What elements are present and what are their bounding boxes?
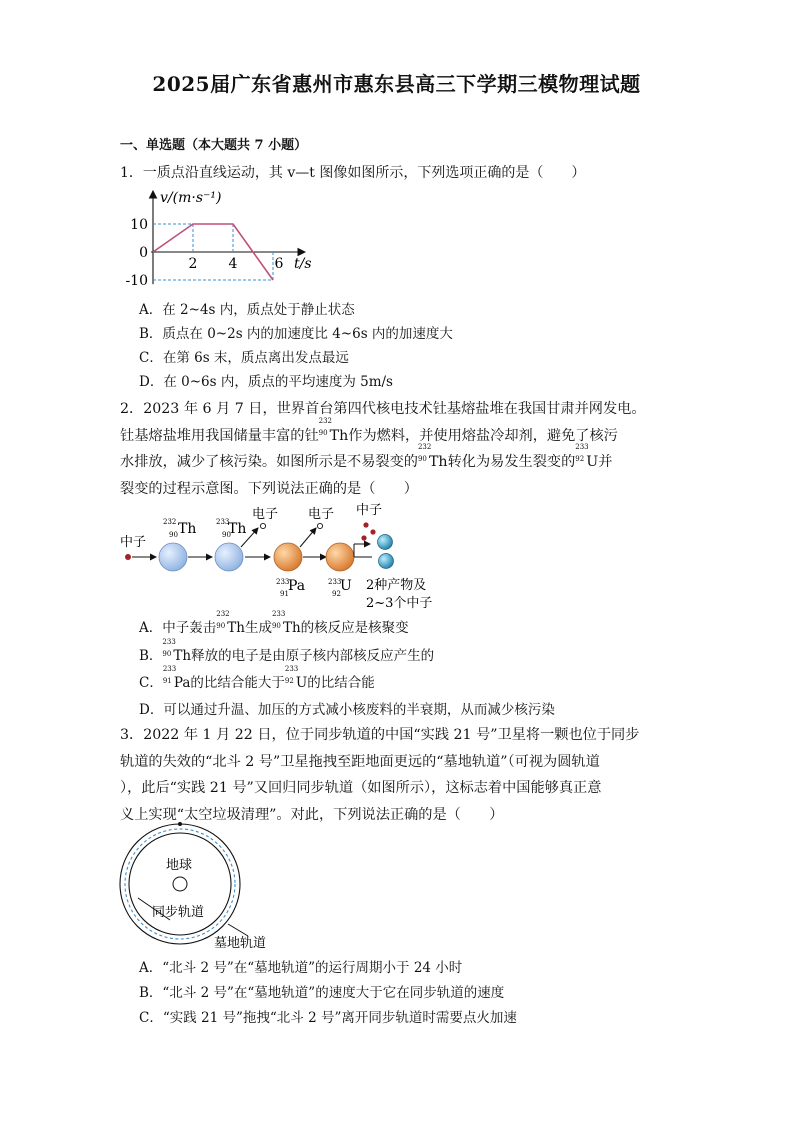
emitted-neutron <box>363 522 368 527</box>
x-tick-label: 2 <box>188 256 198 272</box>
svg-text:92: 92 <box>332 590 341 598</box>
electron-1 <box>260 523 265 528</box>
products-label-2: 2~3个中子 <box>366 596 433 611</box>
q1-option-a: A．在 2~4s 内，质点处于静止状态 <box>139 302 355 318</box>
orbit-diagram <box>118 820 288 955</box>
q1-option-c: C．在第 6s 末，质点离出发点最远 <box>139 350 349 366</box>
q1-option-d: D．在 0~6s 内，质点的平均速度为 5m/s <box>139 374 393 390</box>
nuclide-u233: 233 92 U <box>575 443 599 470</box>
electron-2 <box>317 523 322 528</box>
q3-option-c: C．“实践 21 号”拖拽“北斗 2 号”离开同步轨道时需要点火加速 <box>139 1010 517 1026</box>
nuclide-th232: 232 90 Th <box>216 610 245 636</box>
th232-label <box>163 518 196 539</box>
electron-label-1: 电子 <box>252 507 279 522</box>
grave-orbit-label: 墓地轨道 <box>214 936 267 951</box>
sync-orbit-label: 同步轨道 <box>152 905 205 920</box>
q2-line-3a: 水排放，减少了核污染。如图所示是不易裂变的 <box>120 454 418 470</box>
question-1-stem: 1．一质点沿直线运动，其 v—t 图像如图所示，下列选项正确的是（ ） <box>120 165 586 181</box>
svg-text:233: 233 <box>328 578 342 586</box>
u233-nucleus <box>326 543 354 571</box>
x-tick-label: 4 <box>228 256 238 272</box>
electron-arrow-2 <box>300 528 316 547</box>
y-tick-label: 10 <box>130 217 148 233</box>
q2-line-2a: 钍基熔盐堆用我国储量丰富的钍 <box>120 427 319 444</box>
svg-text:233: 233 <box>276 578 290 586</box>
svg-text:233: 233 <box>216 518 230 526</box>
q2-line-2b: 作为燃料，并使用熔盐冷却剂，避免了核污 <box>348 427 618 444</box>
y-tick-label: 0 <box>139 245 148 261</box>
y-tick-label: -10 <box>125 273 148 289</box>
q2-option-b: B． 233 90 Th释放的电子是由原子核内部核反应产生的 <box>139 644 434 668</box>
q3-line-4: 义上实现“太空垃圾清理”。对此，下列说法正确的是（ ） <box>120 806 504 823</box>
emitted-neutron <box>370 529 375 534</box>
nuclide-th232: 232 90 Th <box>318 416 349 444</box>
q2-option-d: D．可以通过升温、加压的方式减小核废料的半衰期，从而减少核污染 <box>139 702 555 718</box>
earth-circle <box>173 877 187 891</box>
products-label-1: 2种产物及 <box>366 578 427 593</box>
vt-chart <box>118 186 318 292</box>
q2-line-3 <box>120 443 680 476</box>
q2-option-c: C． 233 91 Pa的比结合能大于 233 92 U的比结合能 <box>139 671 375 695</box>
fission-product <box>378 535 393 550</box>
th233-label <box>216 518 246 539</box>
th233-nucleus <box>215 543 243 571</box>
svg-text:Th: Th <box>178 521 197 537</box>
svg-text:90: 90 <box>169 531 178 539</box>
satellite-dot <box>178 822 182 826</box>
x-tick-label: 6 <box>274 256 284 272</box>
page-title: 2025届广东省惠州市惠东县高三下学期三模物理试题 <box>152 72 641 96</box>
q2-option-a: A．中子轰击 232 90 Th生成 233 90 Th的核反应是核聚变 <box>139 616 409 640</box>
svg-text:Pa: Pa <box>288 578 306 594</box>
q3-line-2: 轨道的失效的“北斗 2 号”卫星拖拽至距地面更远的“墓地轨道”（可视为圆轨道 <box>120 753 600 770</box>
neutron-top-label: 中子 <box>356 503 383 518</box>
q2-line-4: 裂变的过程示意图。下列说法正确的是（ ） <box>120 480 418 497</box>
electron-label-2: 电子 <box>308 507 335 522</box>
q2-line-3c: 并 <box>598 454 613 470</box>
nuclide-th232: 232 90 Th <box>417 443 448 470</box>
neutron-particle <box>125 554 131 560</box>
q3-option-a: A．“北斗 2 号”在“墓地轨道”的运行周期小于 24 小时 <box>139 960 463 976</box>
q3-line-1: 3．2022 年 1 月 22 日，位于同步轨道的中国“实践 21 号”卫星将一颗也位于同步 <box>120 727 640 743</box>
fission-product <box>379 554 394 569</box>
svg-text:U: U <box>340 578 352 594</box>
q2-line-1: 2．2023 年 6 月 7 日，世界首台第四代核电技术钍基熔盐堆在我国甘肃并网发电。 <box>120 401 646 417</box>
y-axis-label: v/(m·s⁻¹) <box>160 190 222 206</box>
svg-text:232: 232 <box>163 518 177 526</box>
pa233-nucleus <box>274 543 302 571</box>
nuclide-pa233: 233 91 Pa <box>162 665 191 691</box>
nuclide-u233: 233 92 U <box>284 665 308 691</box>
th232-nucleus <box>159 543 187 571</box>
emitted-neutron <box>361 535 366 540</box>
u233-label <box>328 578 352 598</box>
question-3-stem <box>120 722 680 828</box>
nuclide-th233: 233 90 Th <box>271 610 301 636</box>
section-heading: 一、单选题（本大题共 7 小题） <box>120 138 308 153</box>
nuclide-th233: 233 90 Th <box>162 638 192 664</box>
neutron-label: 中子 <box>120 535 147 550</box>
svg-text:90: 90 <box>222 531 231 539</box>
q2-line-2 <box>120 416 680 450</box>
question-2-stem <box>120 396 680 502</box>
q3-option-b: B．“北斗 2 号”在“墓地轨道”的速度大于它在同步轨道的速度 <box>139 985 505 1001</box>
grave-orbit-pointer <box>228 924 248 936</box>
x-axis-label: t/s <box>294 256 312 272</box>
pa233-label <box>276 578 305 598</box>
svg-text:Th: Th <box>228 521 247 537</box>
q2-line-3b: 转化为易发生裂变的 <box>447 454 576 470</box>
svg-text:91: 91 <box>280 590 289 598</box>
earth-label: 地球 <box>166 858 193 873</box>
fission-diagram <box>118 500 448 612</box>
q1-option-b: B．质点在 0~2s 内的加速度比 4~6s 内的加速度大 <box>139 326 453 342</box>
q3-line-3: ），此后“实践 21 号”又回归同步轨道（如图所示），这标志着中国能够真正意 <box>120 780 602 796</box>
